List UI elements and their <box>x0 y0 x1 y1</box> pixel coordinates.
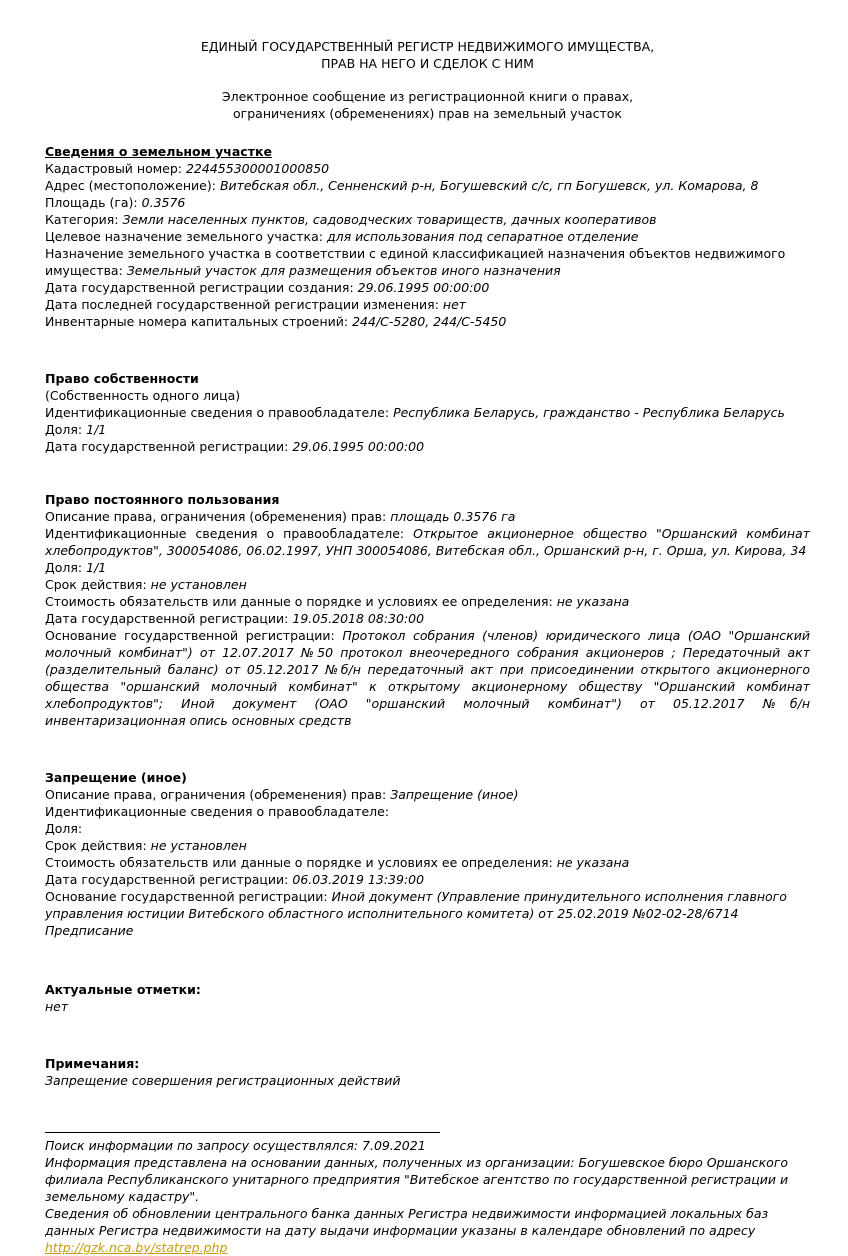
field-prohibition-registration-basis: Основание государственной регистрации: Иной документ (Управление принудительного исполнения главного управления юстиции Витебского областного исполнительного комитета) от 25.02.2019 №02-02-28/6714 Предписание <box>45 889 787 938</box>
marks-value: нет <box>45 999 69 1014</box>
document-subtitle-line2: ограничениях (обременениях) прав на земельный участок <box>233 106 622 121</box>
section-notes <box>45 1055 810 1089</box>
footer-source-organization: Информация представлена на основании данных, полученных из организации: Богушевское бюро Оршанского филиала Республиканского унитарного предприятия "Витебское агентство по государственной регистрации и земельному кадастру". <box>45 1155 789 1204</box>
footer-separator-line <box>45 1132 440 1133</box>
section-prohibition <box>45 769 810 939</box>
footer <box>45 1132 810 1256</box>
section-heading-marks: Актуальные отметки: <box>45 982 201 997</box>
section-heading-parcel: Сведения о земельном участке <box>45 144 272 159</box>
section-heading-permanent-use: Право постоянного пользования <box>45 492 280 507</box>
field-permanent-use-term: Срок действия: не установлен <box>45 577 247 592</box>
field-permanent-use-registration-date: Дата государственной регистрации: 19.05.2018 08:30:00 <box>45 611 425 626</box>
section-heading-ownership: Право собственности <box>45 371 199 386</box>
field-inventory-numbers: Инвентарные номера капитальных строений: 244/C-5280, 244/C-5450 <box>45 314 507 329</box>
field-permanent-use-share: Доля: 1/1 <box>45 560 107 575</box>
field-prohibition-holder: Идентификационные сведения о правообладателе: <box>45 804 390 819</box>
field-permanent-use-description: Описание права, ограничения (обременения) прав: площадь 0.3576 га <box>45 509 516 524</box>
field-prohibition-term: Срок действия: не установлен <box>45 838 247 853</box>
section-parcel-info <box>45 143 810 330</box>
document-subtitle-line1: Электронное сообщение из регистрационной книги о правах, <box>221 89 634 104</box>
section-current-marks <box>45 981 810 1015</box>
field-creation-registration-date: Дата государственной регистрации создания: 29.06.1995 00:00:00 <box>45 280 490 295</box>
ownership-type-note: (Собственность одного лица) <box>45 388 241 403</box>
field-permanent-use-obligation-cost: Стоимость обязательств или данные о порядке и условиях ее определения: не указана <box>45 594 630 609</box>
field-prohibition-obligation-cost: Стоимость обязательств или данные о порядке и условиях ее определения: не указана <box>45 855 630 870</box>
field-area: Площадь (га): 0.3576 <box>45 195 186 210</box>
footer-update-note: Сведения об обновлении центрального банка данных Регистра недвижимости информацией локальных баз данных Регистра недвижимости на дату выдачи информации указаны в календаре обновлений по адресу <box>45 1206 769 1238</box>
field-prohibition-registration-date: Дата государственной регистрации: 06.03.2019 13:39:00 <box>45 872 425 887</box>
footer-search-date: Поиск информации по запросу осуществлялся: 7.09.2021 <box>45 1138 426 1153</box>
field-designated-purpose: Целевое назначение земельного участка: для использования под сепаратное отделение <box>45 229 639 244</box>
footer-link-row <box>45 1239 810 1256</box>
section-heading-prohibition: Запрещение (иное) <box>45 770 187 785</box>
notes-value: Запрещение совершения регистрационных действий <box>45 1073 401 1088</box>
field-category: Категория: Земли населенных пунктов, садоводческих товариществ, дачных кооперативов <box>45 212 657 227</box>
section-ownership-right <box>45 370 810 455</box>
registry-title-line2: ПРАВ НА НЕГО И СДЕЛОК С НИМ <box>321 56 534 71</box>
field-ownership-holder: Идентификационные сведения о правообладателе: Республика Беларусь, гражданство - Республика Беларусь <box>45 405 785 420</box>
document-subtitle <box>45 88 810 122</box>
section-heading-notes: Примечания: <box>45 1056 140 1071</box>
field-prohibition-description: Описание права, ограничения (обременения) прав: Запрещение (иное) <box>45 787 519 802</box>
field-cadastral-number: Кадастровый номер: 224455300001000850 <box>45 161 330 176</box>
field-last-change-registration-date: Дата последней государственной регистрации изменения: нет <box>45 297 467 312</box>
field-permanent-use-holder: Идентификационные сведения о правообладателе: Открытое акционерное общество "Оршанский комбинат хлебопродуктов", 300054086, 06.02.1997, УНП 300054086, Витебская обл., Оршанский р-н, г. Орша, ул. Кирова, 34 <box>45 526 810 558</box>
statrep-link[interactable]: http://gzk.nca.by/statrep.php <box>45 1240 228 1255</box>
registry-title <box>45 38 810 72</box>
registry-title-line1: ЕДИНЫЙ ГОСУДАРСТВЕННЫЙ РЕГИСТР НЕДВИЖИМОГО ИМУЩЕСТВА, <box>200 39 655 54</box>
field-classified-purpose: Назначение земельного участка в соответствии с единой классификацией назначения объектов недвижимого имущества: Земельный участок для размещения объектов иного назначения <box>45 246 786 278</box>
field-ownership-share: Доля: 1/1 <box>45 422 107 437</box>
field-permanent-use-registration-basis: Основание государственной регистрации: Протокол собрания (членов) юридического лица (ОАО "Оршанский молочный комбинат") от 12.07.2017 №50 протокол внеочередного собрания акционеров ; Передаточный акт (разделительный баланс) от 05.12.2017 №б/н передаточный акт при присоединении открытого акционерного общества "оршанский молочный комбинат" к открытому акционерному обществу "Оршанский комбинат хлебопродуктов"; Иной документ (ОАО "оршанский молочный комбинат") от 05.12.2017 №б/н инвентаризационная опись основных средств <box>45 628 810 728</box>
field-address: Адрес (местоположение): Витебская обл., Сенненский р-н, Богушевский с/с, гп Богушевск, ул. Комарова, 8 <box>45 178 759 193</box>
field-prohibition-share: Доля: <box>45 821 83 836</box>
section-permanent-use-right <box>45 491 810 729</box>
field-ownership-registration-date: Дата государственной регистрации: 29.06.1995 00:00:00 <box>45 439 425 454</box>
